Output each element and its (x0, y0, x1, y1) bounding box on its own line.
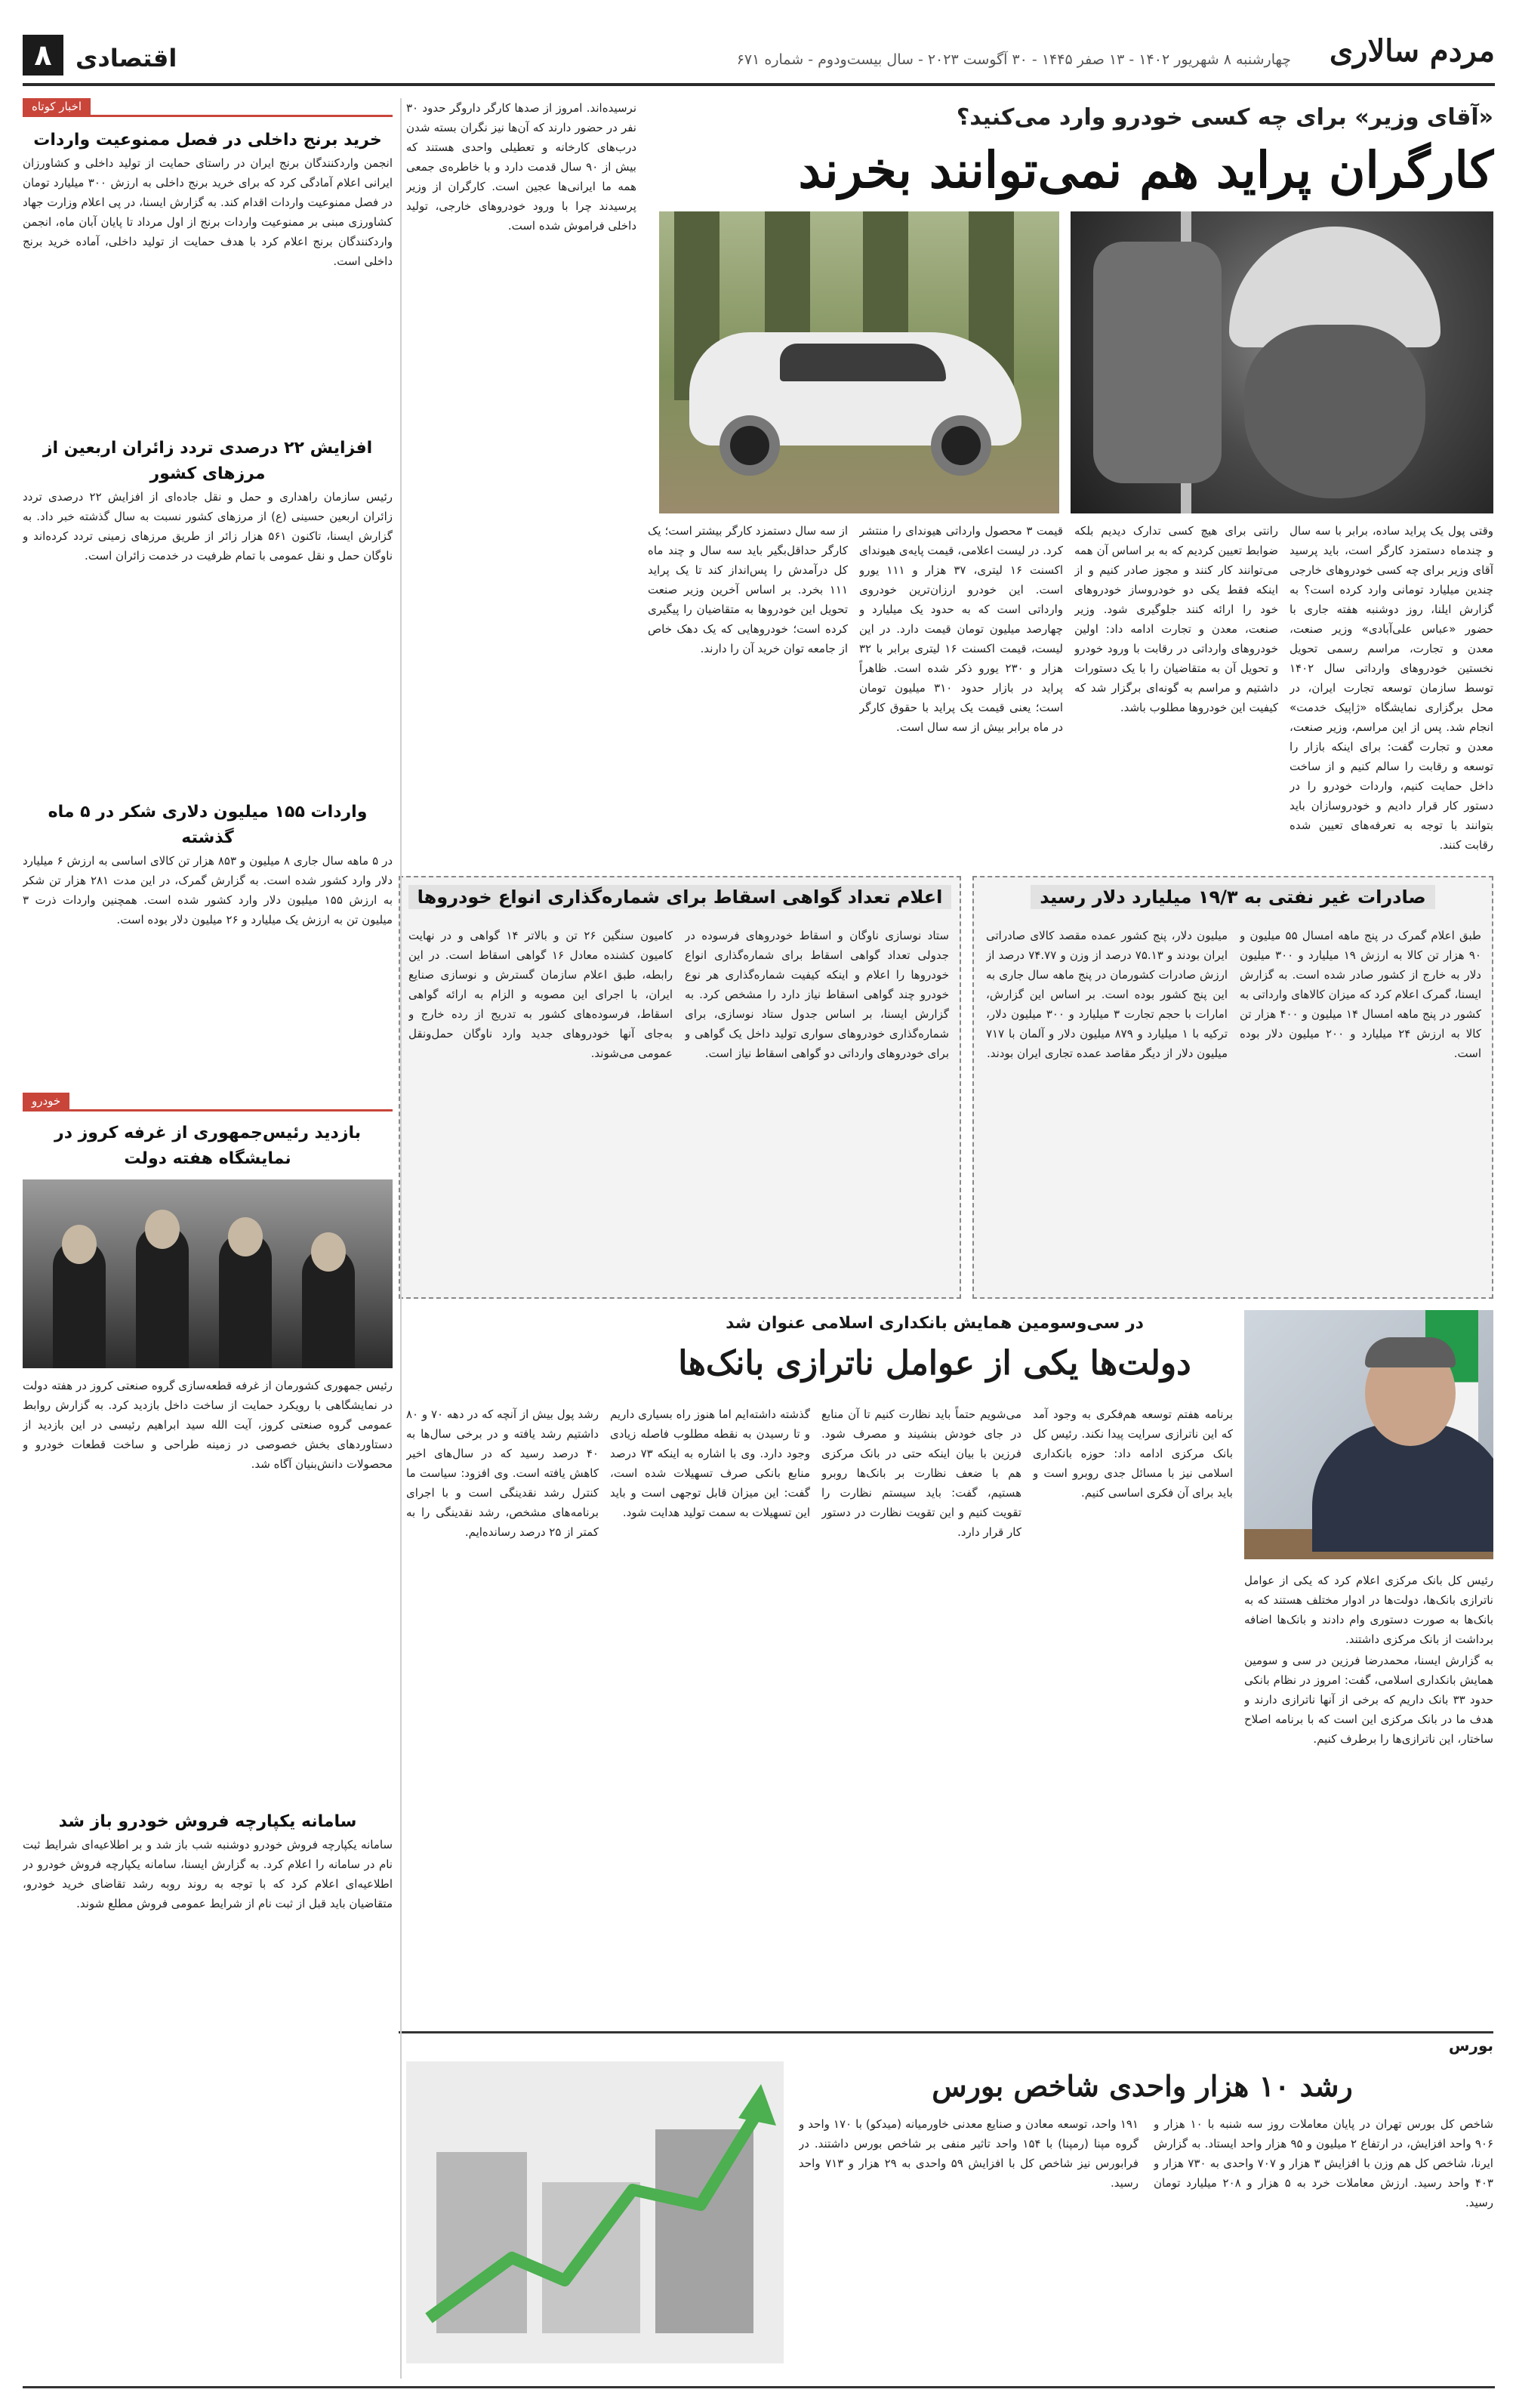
lead-headline: کارگران پراید هم نمی‌توانند بخرند (798, 140, 1493, 199)
bank-kicker: در سی‌وسومین همایش بانکداری اسلامی عنوان شد (726, 1314, 1144, 1333)
bourse-headline: رشد ۱۰ هزار واحدی شاخص بورس (932, 2069, 1353, 2103)
lead-kicker: «آقای وزیر» برای چه کسی خودرو وارد می‌کنید؟ (956, 104, 1493, 131)
bank-headline: دولت‌ها یکی از عوامل ناترازی بانک‌ها (678, 1344, 1191, 1383)
auto-tag: خودرو (23, 1093, 69, 1109)
news-headline: بازدید رئیس‌جمهوری از غرفه کروز در نمایشگاه هفته دولت (54, 1124, 361, 1168)
news-box-exports (972, 876, 1493, 1299)
footer-rule (23, 2386, 1495, 2388)
news-paragraph: در ۵ ماهه سال جاری ۸ میلیون و ۸۵۳ هزار تن کالای اساسی به ارزش ۶ میلیارد دلار وارد کشور شده است. به گزارش گمرک، در این مدت ۲۸۱ هزار تن شکر به ارزش ۱۵۵ میلیون دلار وارد کشور شده است. همچنین واردات ذرت ۳ میلیون تن به ارزش یک میلیارد و ۲۶ میلیون دلار بوده است. (23, 854, 393, 927)
news-headline: واردات ۱۵۵ میلیون دلاری شکر در ۵ ماه گذشته (48, 803, 368, 847)
bourse-section-label: بورس (1448, 2036, 1493, 2055)
lead-body-col-3 (859, 521, 1063, 853)
news-paragraph: سامانه یکپارچه فروش خودرو دوشنبه شب باز شد و بر اطلاعیه‌ای شرایط ثبت نام در سامانه را اعلام کرد. به گزارش ایسنا، سامانه یکپارچه فروش خودرو در اطلاعیه‌ای اعلام کرد که با توجه به روند روبه رشد تقاضای خرید خودرو، متقاضیان باید قبل از ثبت نام از شرایط عمومی فروش مطلع شوند. (23, 1838, 393, 1910)
lead-paragraph: نرسیده‌اند. امروز از صدها کارگر داروگر حدود ۳۰ نفر در حضور دارند که آن‌ها نیز نگران بسته شدن درب‌های کارخانه و تعطیلی واحدی هستند که بیش از ۹۰ سال قدمت دارد و با خاطره‌ی جمعی همه ما ایرانی‌ها عجین است. کارگران از وزیر پرسیدند چرا با ورود خودروهای خارجی، تولید داخلی فراموش شده است. (406, 101, 636, 233)
president-visit-photo (23, 1179, 393, 1368)
lead-body-col-1 (1290, 521, 1493, 853)
lead-paragraph: از سه سال دستمزد کارگر بیشتر است؛ یک کارگر حداقل‌بگیر باید سه سال و چند ماه کل درآمدش را پس‌انداز کند تا یک پراید ۱۱۱ بخرد. بر اساس آخرین وزیر صنعت تحویل این خودروها به متقاضیان را پیگیری کرده است؛ خودروهایی که یک دهک خاص از جامعه توان خرید آن را دارند. (648, 524, 848, 655)
bank-paragraph: رئیس کل بانک مرکزی اعلام کرد که یکی از عوامل ناترازی بانک‌ها، دولت‌ها در ادوار مختلف هستند که به بانک‌ها به صورت دستوری وام دادند و بانک‌ها اضافه برداشت از بانک مرکزی داشتند. (1244, 1574, 1493, 1646)
page-number: ۸ (23, 35, 63, 76)
box-headline: اعلام تعداد گواهی اسقاط برای شماره‌گذاری انواع خودروها (408, 885, 952, 909)
bourse-photo (406, 2061, 784, 2363)
rising-arrow-icon (406, 2061, 784, 2363)
lead-body-col-2 (1074, 521, 1278, 853)
newspaper-logo: مردم سالاری (1329, 33, 1495, 69)
bank-paragraph: به گزارش ایسنا، محمدرضا فرزین در سی و سومین همایش بانکداری اسلامی، گفت: امروز در نظام بانکی حدود ۳۳ بانک داریم که برخی از آنها ناترازی دارند و هدف ما در بانک مرکزی این است که با برنامه اصلاح ساختار، این ناترازی‌ها را برطرف کنیم. (1244, 1654, 1493, 1746)
lead-body-col-5 (406, 98, 636, 853)
miner-photo (1071, 211, 1493, 513)
bank-paragraph: رشد پول بیش از آنچه که در دهه ۷۰ و ۸۰ داشتیم رشد یافته و در برخی سال‌ها به ۴۰ درصد رسید که در سال‌های اخیر کاهش یافته است. وی افزود: سیاست ما کنترل رشد نقدینگی است و با اجرای برنامه‌های مشخص، رشد نقدینگی را به کمتر از ۲۵ درصد رسانده‌ایم. (406, 1407, 599, 1539)
bourse-section-bar (399, 2031, 1493, 2057)
bank-paragraph: برنامه هفتم توسعه هم‌فکری به وجود آمد که این ناترازی سرایت پیدا نکند. رئیس کل بانک مرکزی ادامه داد: حوزه بانکداری اسلامی نیز با مسائل جدی روبرو است و باید برای آن فکری اساسی کنیم. (1033, 1407, 1233, 1500)
lead-body-col-4 (648, 521, 848, 853)
masthead (23, 30, 1495, 86)
box-headline: صادرات غیر نفتی به ۱۹/۳ میلیارد دلار رسید (1031, 885, 1434, 909)
date-line: چهارشنبه ۸ شهریور ۱۴۰۲ - ۱۳ صفر ۱۴۴۵ - ۳۰ آگوست ۲۰۲۳ - سال بیست‌ودوم - شماره ۶۷۱ (736, 51, 1291, 68)
news-paragraph: رئیس جمهوری کشورمان از غرفه قطعه‌سازی گروه صنعتی کروز در هفته دولت در نمایشگاهی با رویکرد حمایت از ساخت داخل بازدید کرد. به گزارش روابط عمومی گروه صنعتی کروز، آیت الله سید ابراهیم رئیسی در این بازدید از دستاوردهای بخش خصوصی در زمینه طراحی و ساخت قطعات خودرو و محصولات دانش‌بنیان آگاه شد. (23, 1379, 393, 1471)
bank-paragraph: گذشته داشته‌ایم اما هنوز راه بسیاری داریم و تا رسیدن به نقطه مطلوب فاصله زیادی وجود دارد. وی با اشاره به اینکه ۷۳ درصد منابع بانکی صرف تسهیلات شده است، گفت: این میزان قابل توجهی است و باید این تسهیلات به سمت تولید هدایت شود. (610, 1407, 810, 1519)
car-photo (659, 211, 1059, 513)
box-paragraph: کامیون سنگین ۲۶ تن و بالاتر ۱۴ گواهی و در نهایت کامیون کشنده معادل ۱۶ گواهی اسقاط است. در این رابطه، طبق اعلام سازمان گسترش و نوسازی صنایع ایران، با اجرای این مصوبه و الزام به ارائه گواهی اسقاط، فرسوده‌های کشور به تدریج از رده خارج و به‌جای آنها خودروهای جدید وارد ناوگان حمل‌ونقل عمومی می‌شوند. (408, 929, 673, 1060)
news-headline: خرید برنج داخلی در فصل ممنوعیت واردات (33, 131, 382, 150)
central-bank-governor-photo (1244, 1310, 1493, 1559)
news-box-scrap-certificates (399, 876, 961, 1299)
news-headline: سامانه یکپارچه فروش خودرو باز شد (58, 1812, 357, 1831)
short-news-tag: اخبار کوتاه (23, 98, 91, 115)
news-paragraph: رئیس سازمان راهداری و حمل و نقل جاده‌ای از افزایش ۲۲ درصدی تردد زائران اربعین حسینی (ع) از مرزهای کشور نسبت به سال گذشته خبر داد. به گزارش ایسنا، تاکنون ۵۶۱ هزار زائر از طریق مرزهای زمینی تردد کرده‌اند و ناوگان حمل و نقل عمومی با تمام ظرفیت در خدمت زائران است. (23, 490, 393, 563)
lead-paragraph: وقتی پول یک پراید ساده، برابر با سه سال و چندماه دستمزد کارگر است، باید پرسید آقای وزیر برای چه کسی خودروهای خارجی چندین میلیارد تومانی وارد کرده است؟ به گزارش ایلنا، روز دوشنبه هفته جاری با حضور «عباس علی‌آبادی» وزیر صنعت، معدن و تجارت، مراسم رسمی تحویل نخستین خودروهای وارداتی سال ۱۴۰۲ توسط سازمان توسعه تجارت ایران، در محل برگزاری نمایشگاه «ژاپیک خدمت» انجام شد. پس از این مراسم، وزیر صنعت، معدن و تجارت گفت: برای اینکه بازار را توسعه و رقابت را سالم کنیم و از ساخت داخل حمایت کنیم، واردات خودرو را در دستور کار قرار دادیم و خودروسازان باید بتوانند با توجه به تعرفه‌های تعیین شده رقابت کنند. (1290, 524, 1493, 852)
bank-paragraph: می‌شویم حتماً باید نظارت کنیم تا آن منابع در جای خودش بنشیند و مصرف شود. فرزین با بیان اینکه حتی در بانک مرکزی هم با ضعف نظارت بر بانک‌ها روبرو هستیم، گفت: باید سیستم نظارت را تقویت کنیم و این تقویت نظارت در دستور کار قرار دارد. (821, 1407, 1021, 1539)
box-paragraph: طبق اعلام گمرک در پنج ماهه امسال ۵۵ میلیون و ۹۰ هزار تن کالا به ارزش ۱۹ میلیارد و ۳۰۰ میلیون دلار به خارج از کشور صادر شده است. به گزارش ایسنا، گمرک اعلام کرد که میزان کالاهای وارداتی به کشور در پنج ماهه امسال ۱۴ میلیون و ۴۰۰ هزار تن کالا به ارزش ۲۴ میلیارد و ۲۰۰ میلیون دلار بوده است. (1240, 929, 1481, 1060)
news-headline: افزایش ۲۲ درصدی تردد زائران اربعین از مرزهای کشور (42, 439, 373, 483)
column-divider (400, 98, 402, 2379)
lead-paragraph: رانتی برای هیچ کسی تدارک دیدیم بلکه ضوابط تعیین کردیم که به بر اساس آن همه می‌توانند کار کنند و مجوز صادر کنیم و از اینکه فقط یکی دو خودروساز خودروهای خود را ارائه کنند جلوگیری شود. وزیر صنعت، معدن و تجارت ادامه داد: اولین خودروهای وارداتی در رقابت با ورود خودرو و تحویل آن به متقاضیان را با یک دستورات داشتیم و مراسم به گونه‌ای برگزار شد که کیفیت این خودروها مطلوب باشد. (1074, 524, 1278, 714)
sidebar-short-news (23, 98, 393, 2379)
box-paragraph: میلیون دلار، پنج کشور عمده مقصد کالای صادراتی ایران بودند و ۷۵.۱۳ درصد از وزن و ۷۴.۷۷ درصد از ارزش صادرات کشورمان در پنج ماهه سال جاری به این پنج کشور بوده است. بر اساس این گزارش، امارات با حجم تجارت ۳ میلیارد و ۳۰۰ میلیون دلار، ترکیه با ۱ میلیارد و ۸۷۹ میلیون دلار و آلمان با ۷۱۷ میلیون دلار از دیگر مقاصد عمده تجاری ایران بودند. (986, 929, 1228, 1060)
box-paragraph: ستاد نوسازی ناوگان و اسقاط خودروهای فرسوده در جدولی تعداد گواهی اسقاط برای شماره‌گذاری انواع خودروها را اعلام و اینکه کیفیت شماره‌گذاری هر نوع خودرو چند گواهی اسقاط نیاز دارد را مشخص کرد. به گزارش ایسنا، بر اساس جدول ستاد نوسازی، برای شماره‌گذاری خودروهای سواری تولید داخل یک گواهی و برای خودروهای وارداتی دو گواهی اسقاط نیاز است. (685, 929, 949, 1060)
main-area (399, 98, 1493, 2379)
bourse-paragraph: شاخص کل بورس تهران در پایان معاملات روز سه شنبه با ۱۰ هزار و ۹۰۶ واحد افزایش، در ارتفاع ۲ میلیون و ۹۵ هزار واحد ایستاد. به گزارش ایرنا، شاخص کل هم وزن با افزایش ۳ هزار و ۷۰۷ واحدی به ۷۳۰ هزار و ۴۰۳ واحد رسید. ارزش معاملات خرد به ۵ هزار و ۲۰۸ میلیارد تومان رسید. (1154, 2117, 1493, 2209)
section-title: اقتصادی (75, 44, 177, 72)
news-paragraph: انجمن واردکنندگان برنج ایران در راستای حمایت از تولید داخلی و کشاورزان ایرانی اعلام آمادگی کرد که برای خرید برنج داخلی به ارزش ۳۰۰ میلیارد تومان در فصل ممنوعیت واردات اقدام کند. به گزارش ایسنا، در پی اعلام وزارت جهاد کشاورزی مبنی بر ممنوعیت واردات برنج از اول مرداد تا پایان آبان ماه، انجمن واردکنندگان برنج اعلام کرد با هدف حمایت از تولید داخلی، آماده خرید برنج داخلی است. (23, 156, 393, 268)
bourse-paragraph: ۱۹۱ واحد، توسعه معادن و صنایع معدنی خاورمیانه (میدکو) با ۱۷۰ واحد و گروه مپنا (رمپنا) با ۱۵۴ واحد تاثیر منفی بر شاخص بورس داشتند. در فرابورس نیز شاخص کل با افزایش ۵۹ واحدی به ۲۹ هزار و ۷۱۳ واحد رسید. (799, 2117, 1139, 2190)
lead-paragraph: قیمت ۳ محصول وارداتی هیوندای را منتشر کرد. در لیست اعلامی، قیمت پایه‌ی هیوندای اکسنت ۱۶ لیتری، ۳۷ هزار و ۱۱۱ یورو است. این خودرو ارزان‌ترین خودروی وارداتی است که به حدود یک میلیارد و چهارصد میلیون تومان قیمت دارد. در این لیست، قیمت اکسنت ۱۶ لیتری برابر با ۳۲ هزار و ۲۳۰ یورو ذکر شده است. ظاهراً پراید در بازار حدود ۳۱۰ میلیون تومان است؛ یعنی قیمت یک پراید با حقوق کارگر در ماه برابر بیش از سه سال است. (859, 524, 1063, 734)
